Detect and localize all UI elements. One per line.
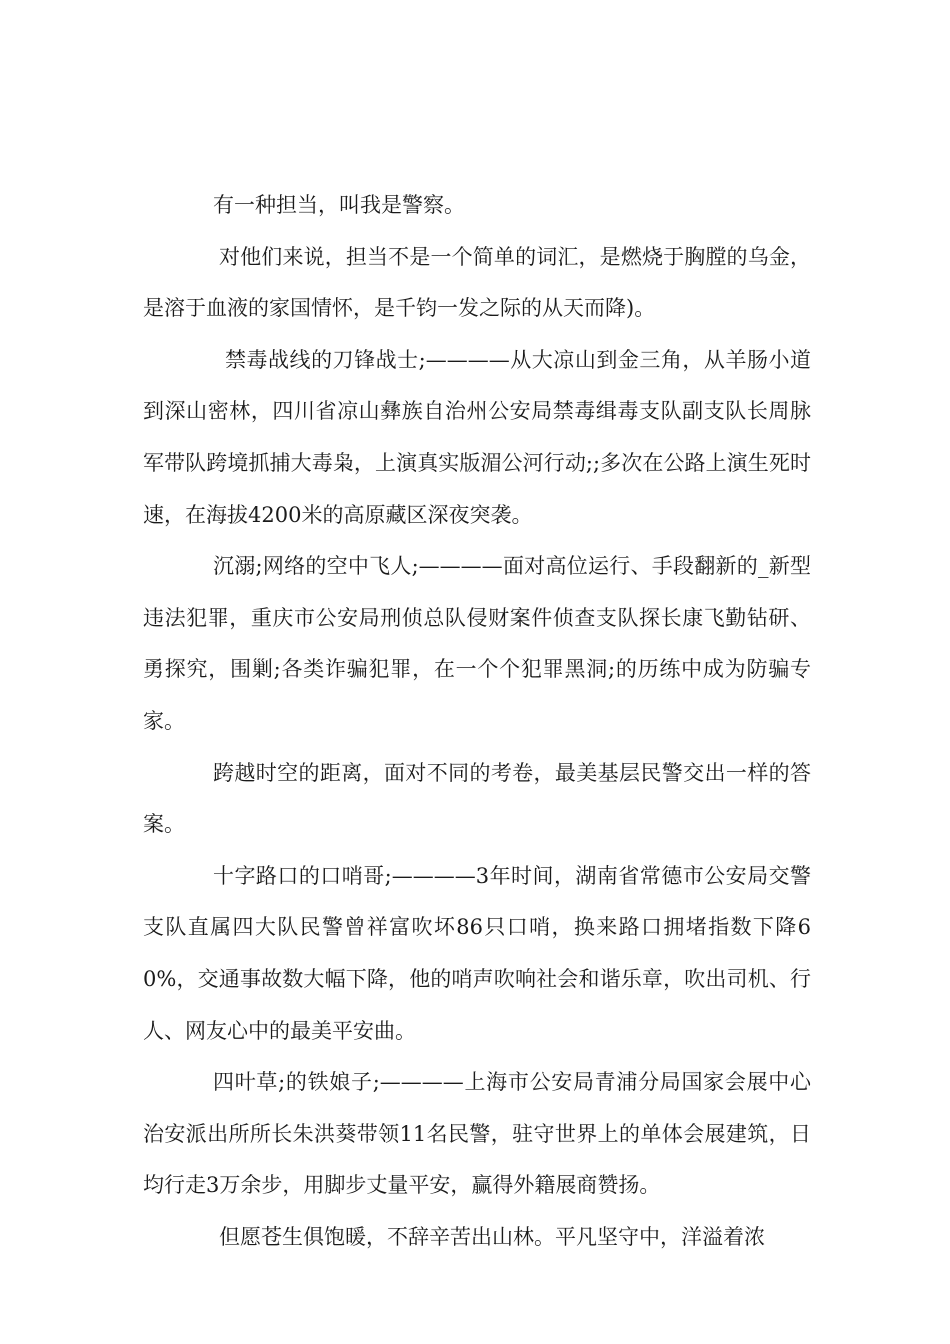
paragraph-7: 四叶草;的铁娘子;————上海市公安局青浦分局国家会展中心治安派出所所长朱洪葵带领11名民警，驻守世界上的单体会展建筑，日均行走3万余步，用脚步丈量平安，赢得外籍展商赞扬。 — [143, 1070, 811, 1198]
paragraph-5: 跨越时空的距离，面对不同的考卷，最美基层民警交出一样的答案。 — [143, 760, 811, 837]
paragraph-2: 对他们来说，担当不是一个简单的词汇，是燃烧于胸膛的乌金，是溶于血液的家国情怀，是千钧一发之际的从天而降)。 — [143, 244, 811, 321]
paragraph-3: 禁毒战线的刀锋战士;————从大凉山到金三角，从羊肠小道到深山密林，四川省凉山彝族自治州公安局禁毒缉毒支队副支队长周脉军带队跨境抓捕大毒枭，上演真实版湄公河行动;;多次在公路上演生死时速，在海拔4200米的高原藏区深夜突袭。 — [143, 347, 811, 527]
paragraph-1: 有一种担当，叫我是警察。 — [213, 193, 465, 217]
paragraph-8: 但愿苍生俱饱暖，不辞辛苦出山林。平凡坚守中，洋溢着浓 — [219, 1224, 765, 1249]
paragraph-4: 沉溺;网络的空中飞人;————面对高位运行、手段翻新的_新型违法犯罪，重庆市公安局刑侦总队侵财案件侦查支队探长康飞勤钻研、勇探究，围剿;各类诈骗犯罪，在一个个犯罪黑洞;的历练中成为防骗专家。 — [143, 554, 811, 733]
paragraph-6: 十字路口的口哨哥;————3年时间，湖南省常德市公安局交警支队直属四大队民警曾祥富吹坏86只口哨，换来路口拥堵指数下降60%，交通事故数大幅下降，他的哨声吹响社会和谐乐章，吹出司机、行人、网友心中的最美平安曲。 — [143, 863, 811, 1043]
body-text — [143, 180, 811, 1263]
